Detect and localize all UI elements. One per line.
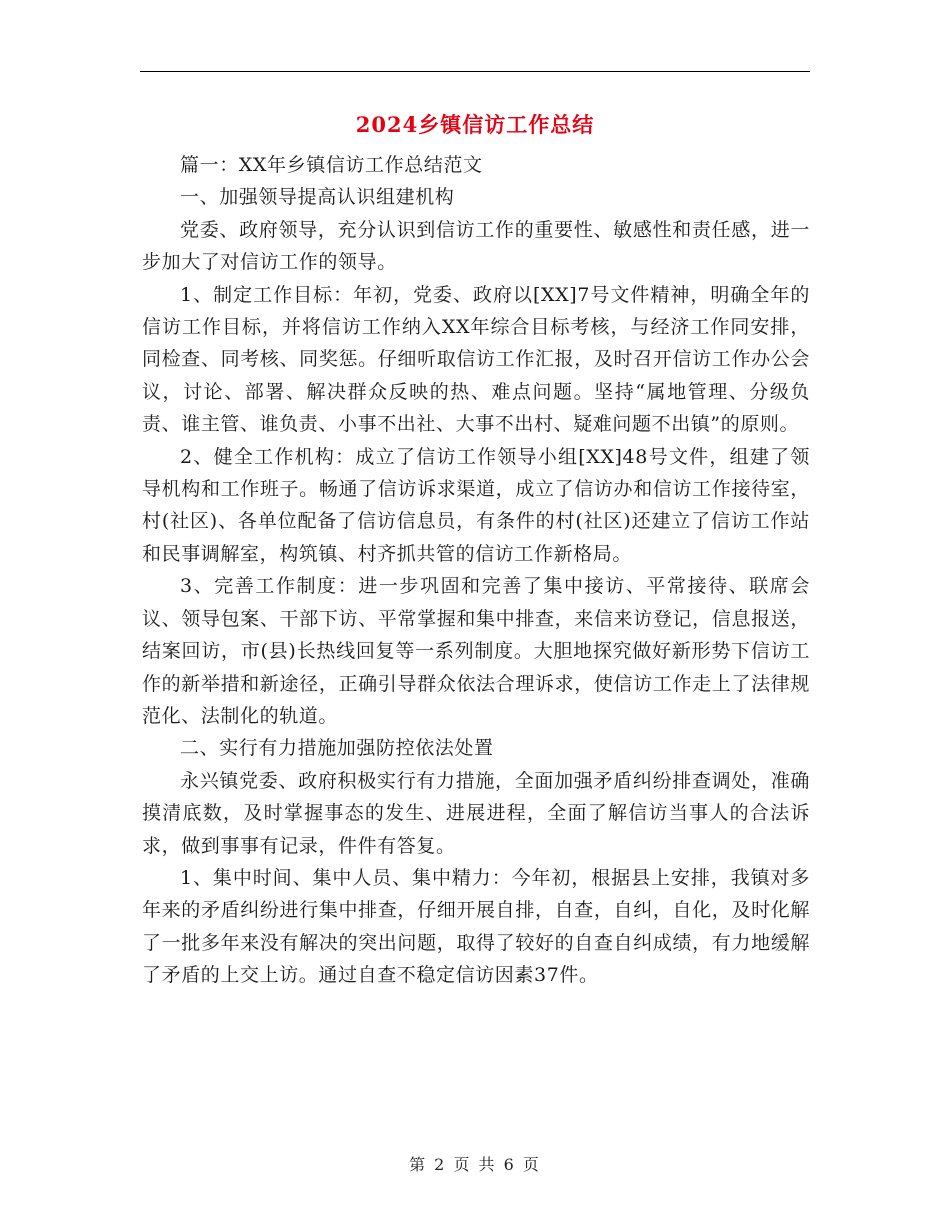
page-number-footer: 第 2 页 共 6 页 <box>409 1155 541 1174</box>
paragraph-leadership: 党委、政府领导，充分认识到信访工作的重要性、敏感性和责任感，进一步加大了对信访工作的领导。 <box>142 218 810 274</box>
paragraph-section-2-heading: 二、实行有力措施加强防控依法处置 <box>180 737 494 760</box>
document-body <box>142 149 810 992</box>
document-title: 2024乡镇信访工作总结 <box>355 112 595 137</box>
paragraph-work-organization: 2、健全工作机构：成立了信访工作领导小组[XX]48号文件，组建了领导机构和工作班子。畅通了信访诉求渠道，成立了信访办和信访工作接待室，村(社区)、各单位配备了信访信息员，有条件的村(社区)还建立了信访工作站和民事调解室，构筑镇、村齐抓共管的信访工作新格局。 <box>142 445 810 565</box>
paragraph-article-heading: 篇一：XX年乡镇信访工作总结范文 <box>180 154 483 176</box>
header-rule <box>140 71 810 72</box>
paragraph-section-1-heading: 一、加强领导提高认识组建机构 <box>180 186 455 209</box>
paragraph-work-goals: 1、制定工作目标：年初，党委、政府以[XX]7号文件精神，明确全年的信访工作目标，并将信访工作纳入XX年综合目标考核，与经济工作同安排，同检查、同考核、同奖惩。仔细听取信访工作汇报，及时召开信访工作办公会议，讨论、部署、解决群众反映的热、难点问题。坚持“属地管理、分级负责、谁主管、谁负责、小事不出社、大事不出村、疑难问题不出镇”的原则。 <box>142 283 810 436</box>
paragraph-measures: 永兴镇党委、政府积极实行有力措施，全面加强矛盾纠纷排查调处，准确摸清底数，及时掌握事态的发生、进展进程，全面了解信访当事人的合法诉求，做到事事有记录，件件有答复。 <box>142 769 810 857</box>
paragraph-concentrated-effort: 1、集中时间、集中人员、集中精力：今年初，根据县上安排，我镇对多年来的矛盾纠纷进行集中排查，仔细开展自排，自查，自纠，自化，及时化解了一批多年来没有解决的突出问题，取得了较好的自查自纠成绩，有力地缓解了矛盾的上交上访。通过自查不稳定信访因素37件。 <box>142 866 810 987</box>
paragraph-work-system: 3、完善工作制度：进一步巩固和完善了集中接访、平常接待、联席会议、领导包案、干部下访、平常掌握和集中排查，来信来访登记，信息报送，结案回访，市(县)长热线回复等一系列制度。大胆地探究做好新形势下信访工作的新举措和新途径，正确引导群众依法合理诉求，使信访工作走上了法律规范化、法制化的轨道。 <box>142 575 810 727</box>
